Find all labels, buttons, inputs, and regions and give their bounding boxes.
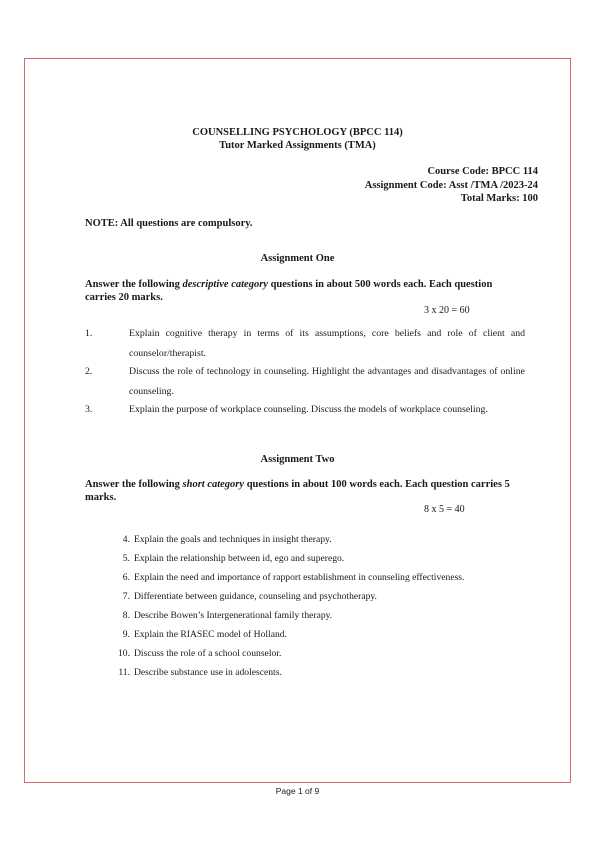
assignment-two-instruction xyxy=(85,478,515,504)
question-6 xyxy=(112,571,464,585)
question-number: 8. xyxy=(122,610,130,621)
note: NOTE: All questions are compulsory. xyxy=(85,218,253,229)
question-9 xyxy=(112,628,287,642)
title-line-2: Tutor Marked Assignments (TMA) xyxy=(219,140,376,151)
question-number: 4. xyxy=(122,534,130,545)
title-line-1: COUNSELLING PSYCHOLOGY (BPCC 114) xyxy=(192,127,403,138)
question-1 xyxy=(85,324,525,364)
question-text: Discuss the role of a school counselor. xyxy=(134,648,282,659)
question-text: Discuss the role of technology in counseling. Highlight the advantages and disadvantages of online counseling. xyxy=(129,366,525,397)
assignment-one-instruction xyxy=(85,278,515,304)
question-text: Describe Bowen’s Intergenerational family therapy. xyxy=(134,610,333,621)
course-code: Course Code: BPCC 114 xyxy=(427,166,538,177)
instruction-emphasis: short category xyxy=(182,479,245,490)
question-number: 7. xyxy=(122,591,130,602)
question-text: Explain the need and importance of rapport establishment in counseling effectiveness. xyxy=(134,572,465,583)
question-number: 5. xyxy=(122,553,130,564)
question-number: 11. xyxy=(118,667,130,678)
question-10 xyxy=(112,647,281,661)
question-text: Explain the goals and techniques in insight therapy. xyxy=(134,534,332,545)
instruction-pre: Answer the following xyxy=(85,479,183,490)
assignment-code: Assignment Code: Asst /TMA /2023-24 xyxy=(364,179,538,191)
assignment-two-marks: 8 x 5 = 40 xyxy=(424,504,465,515)
question-number: 9. xyxy=(122,629,130,640)
question-text: Explain the purpose of workplace counseling. Discuss the models of workplace counseling. xyxy=(129,404,488,415)
question-5 xyxy=(112,552,344,566)
question-number: 6. xyxy=(122,572,130,583)
instruction-pre: Answer the following xyxy=(85,279,183,290)
question-number: 3. xyxy=(85,404,93,415)
question-text: Differentiate between guidance, counseling and psychotherapy. xyxy=(134,591,377,602)
question-3 xyxy=(85,400,525,420)
question-text: Explain the relationship between id, ego and superego. xyxy=(134,553,345,564)
question-number: 1. xyxy=(85,328,93,339)
assignment-one-heading: Assignment One xyxy=(260,253,335,264)
question-text: Explain cognitive therapy in terms of its assumptions, core beliefs and role of client and counselor/therapist. xyxy=(129,328,525,359)
course-info xyxy=(365,165,538,206)
question-text: Explain the RIASEC model of Holland. xyxy=(134,629,287,640)
question-2 xyxy=(85,362,525,402)
instruction-post: questions in about 500 words each. Each question carries 20 marks. xyxy=(85,279,493,303)
document-title xyxy=(0,126,595,152)
total-marks: Total Marks: 100 xyxy=(460,193,538,204)
question-7 xyxy=(112,590,377,604)
question-number: 2. xyxy=(85,366,93,377)
assignment-one-marks: 3 x 20 = 60 xyxy=(424,305,470,316)
question-8 xyxy=(112,609,332,623)
assignment-two-heading: Assignment Two xyxy=(260,454,335,465)
question-11 xyxy=(112,666,282,680)
instruction-post: questions in about 100 words each. Each question carries 5 marks. xyxy=(85,479,510,503)
question-number: 10. xyxy=(118,648,130,659)
question-4 xyxy=(112,533,332,547)
question-text: Describe substance use in adolescents. xyxy=(134,667,282,678)
instruction-emphasis: descriptive category xyxy=(182,279,268,290)
page-number: Page 1 of 9 xyxy=(275,786,320,796)
